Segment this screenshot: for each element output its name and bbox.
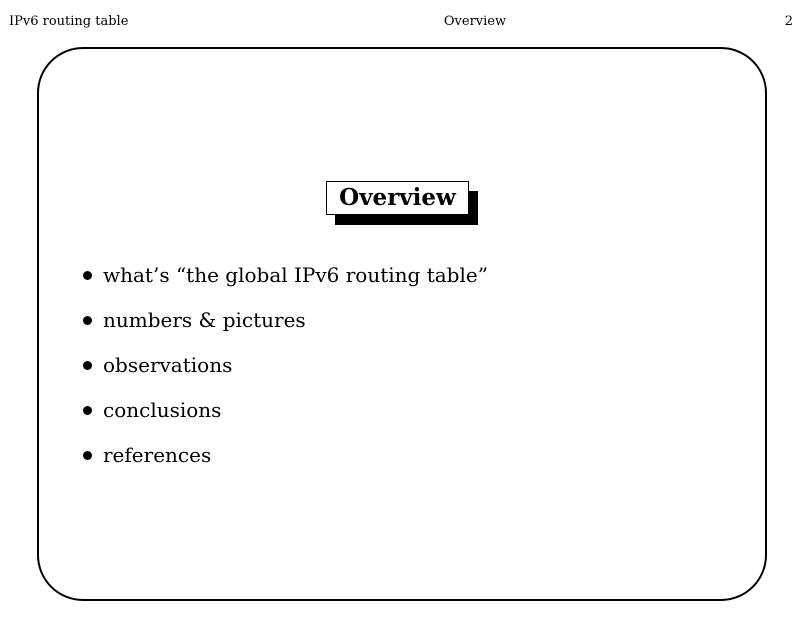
bullet-dot-icon — [83, 361, 92, 370]
bullet-text: numbers & pictures — [103, 308, 306, 332]
slide-title: Overview — [326, 181, 469, 215]
header-doc-title: IPv6 routing table — [9, 14, 129, 29]
bullet-dot-icon — [83, 271, 92, 280]
bullet-text: references — [103, 443, 212, 467]
running-header — [0, 13, 800, 33]
bullet-dot-icon — [83, 316, 92, 325]
bullet-text: observations — [103, 353, 233, 377]
bullet-dot-icon — [83, 451, 92, 460]
bullet-text: conclusions — [103, 398, 222, 422]
bullet-dot-icon — [83, 406, 92, 415]
slide-title-block — [326, 181, 469, 215]
header-section-title: Overview — [443, 14, 507, 29]
bullet-text: what’s “the global IPv6 routing table” — [103, 263, 488, 287]
page-number: 2 — [784, 14, 793, 29]
